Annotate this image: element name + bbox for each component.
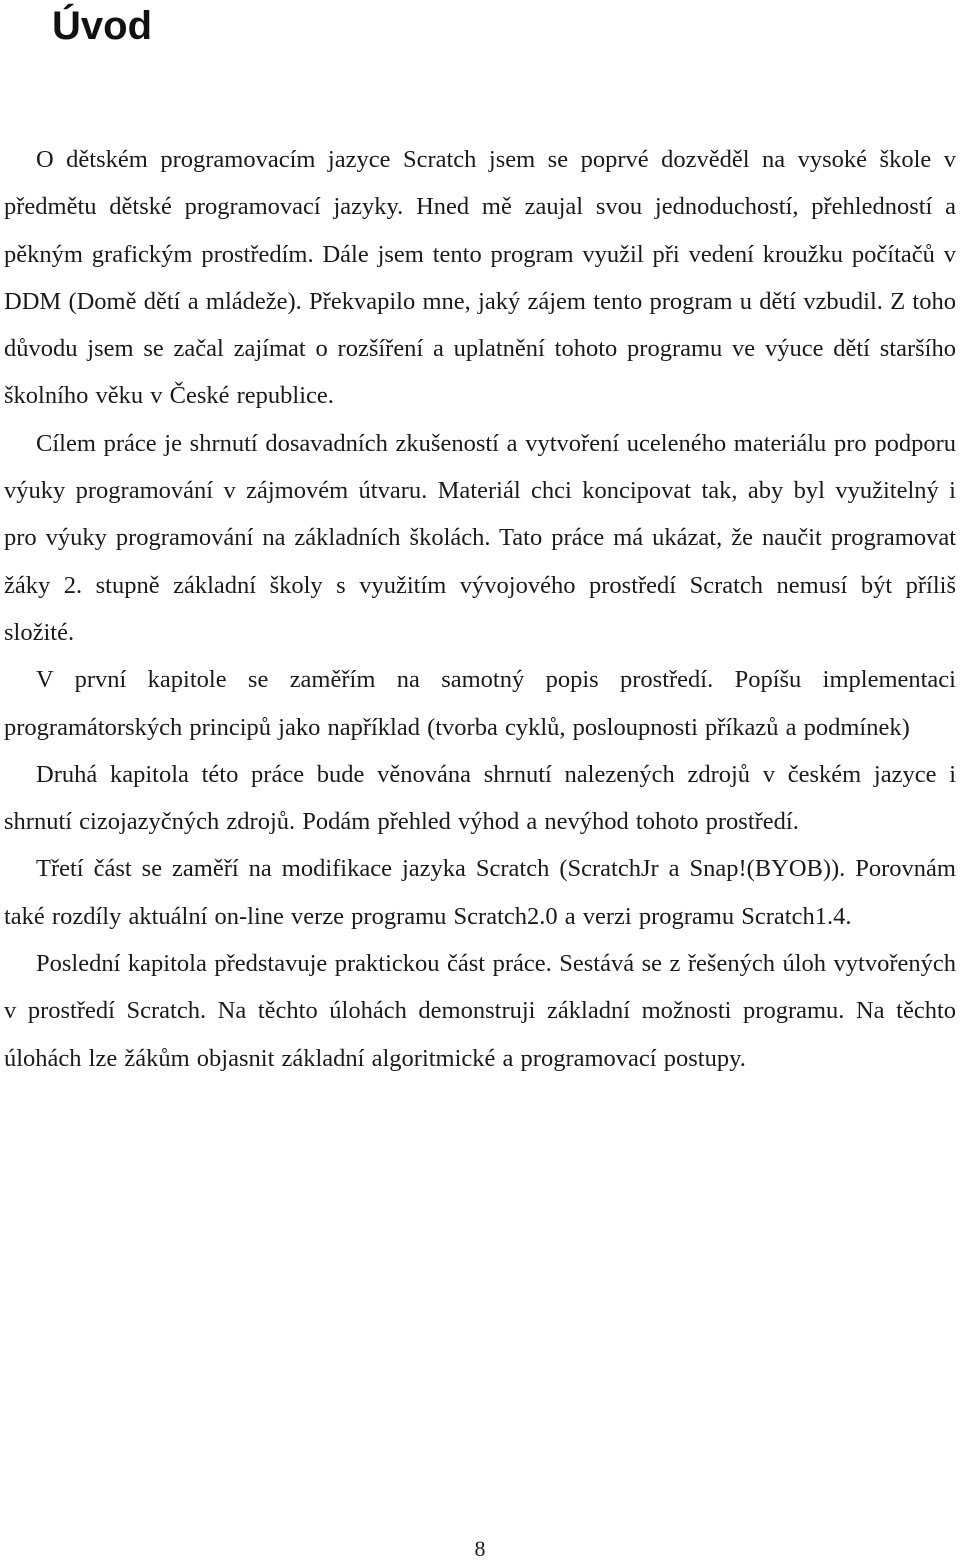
paragraph-chapter-four: Poslední kapitola představuje praktickou část práce. Sestává se z řešených úloh vytvořených v prostředí Scratch. Na těchto úlohách demonstruji základní možnosti programu. Na těchto úlohách lze žákům objasnit základní algoritmické a programovací postupy.	[4, 950, 956, 1072]
page-number: 8	[474, 1536, 486, 1561]
page-title: Úvod	[52, 4, 152, 48]
paragraph-goal: Cílem práce je shrnutí dosavadních zkušeností a vytvoření uceleného materiálu pro podporu výuky programování v zájmovém útvaru. Materiál chci koncipovat tak, aby byl využitelný i pro výuky programování na základních školách. Tato práce má ukázat, že naučit programovat žáky 2. stupně základní školy s využitím vývojového prostředí Scratch nemusí být příliš složité.	[4, 429, 956, 646]
paragraph-chapter-three: Třetí část se zaměří na modifikace jazyka Scratch (ScratchJr a Snap!(BYOB)). Porovnám také rozdíly aktuální on-line verze programu Scratch2.0 a verzi programu Scratch1.4.	[4, 855, 956, 930]
paragraph-intro: O dětském programovacím jazyce Scratch jsem se poprvé dozvěděl na vysoké škole v předmětu dětské programovací jazyky. Hned mě zaujal svou jednoduchostí, přehledností a pěkným grafickým prostředím. Dále jsem tento program využil při vedení kroužku počítačů v DDM (Domě dětí a mládeže). Překvapilo mne, jaký zájem tento program u dětí vzbudil. Z toho důvodu jsem se začal zajímat o rozšíření a uplatnění tohoto programu ve výuce dětí staršího školního věku v České republice.	[4, 146, 956, 410]
paragraph-chapter-one: V první kapitole se zaměřím na samotný popis prostředí. Popíšu implementaci programátorských principů jako například (tvorba cyklů, posloupnosti příkazů a podmínek)	[4, 666, 956, 741]
body-text	[4, 136, 956, 1082]
paragraph-chapter-two: Druhá kapitola této práce bude věnována shrnutí nalezených zdrojů v českém jazyce i shrnutí cizojazyčných zdrojů. Podám přehled výhod a nevýhod tohoto prostředí.	[4, 760, 956, 836]
